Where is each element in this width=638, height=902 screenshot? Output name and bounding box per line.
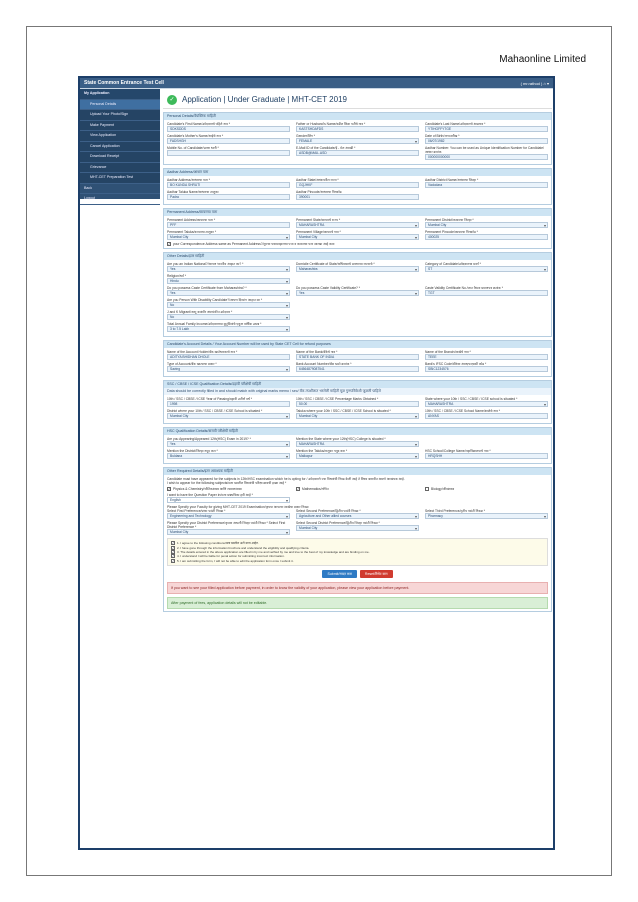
- brand-label: Mahaonline Limited: [499, 54, 586, 65]
- sidebar-item-download-receipt[interactable]: Download Receipt: [80, 152, 160, 163]
- checkbox-icon[interactable]: ✓: [172, 545, 175, 550]
- form-field: [167, 190, 290, 200]
- text-field[interactable]: Padra: [167, 194, 290, 200]
- field-label: Candidate's Mother's Name/आईचे नाव *: [167, 134, 224, 138]
- form-field: [296, 146, 419, 160]
- field-label: Permanent Village/कायमचे गाव *: [296, 230, 341, 234]
- field-label: Type of Account/बँक खात्याचा प्रकार *: [167, 362, 217, 367]
- field-label: Candidate's Last Name/उमेदवाराचे आडनाव *: [425, 122, 486, 126]
- required-details-section: [163, 467, 552, 612]
- form-field: [296, 178, 419, 188]
- select-field[interactable]: Agriculture and Other allied courses ▾: [296, 513, 419, 519]
- sidebar-item-personal-details[interactable]: Personal Details: [80, 100, 160, 111]
- text-field[interactable]: 64564879087541: [296, 366, 419, 372]
- select-field[interactable]: Mumbai City ▾: [167, 529, 290, 535]
- subject-wish-label: I wish to appear for the following subjects/मला खालील विषयांची परीक्षा द्यायची इच्छा आहे *: [167, 481, 287, 486]
- language-select[interactable]: English ▾: [167, 497, 290, 503]
- form-field: [296, 521, 419, 535]
- select-field[interactable]: Yes ▾: [167, 441, 290, 447]
- sidebar-item-my-application[interactable]: My Application: [80, 89, 160, 100]
- text-field[interactable]: 400025: [425, 234, 548, 240]
- form-field: [167, 449, 290, 459]
- form-field: [296, 362, 419, 372]
- field-label: State where your 10th / SSC / CBSE / ICSE school is situated *: [425, 397, 518, 402]
- field-label: Gender/लिंग *: [296, 134, 316, 138]
- checkbox-icon: [425, 487, 429, 491]
- field-label: Select First Preference/प्रथम पसंती निवडा *: [167, 509, 226, 514]
- form-field: [296, 190, 419, 200]
- select-field[interactable]: Pharmacy ▾: [425, 513, 548, 519]
- checkbox-icon[interactable]: ✓: [172, 541, 175, 546]
- field-label: Select Second District Preference/द्वितीय जिल्हा पसंती निवडा *: [296, 521, 380, 526]
- text-field[interactable]: Vadodara: [425, 182, 548, 188]
- select-field[interactable]: Hindu ▾: [167, 278, 290, 284]
- form-field: [167, 274, 290, 284]
- alert-view-before-payment: If you want to see your filled application before payment, in order to know the validity of your application, please view your application before payment.: [167, 582, 548, 594]
- select-field[interactable]: Mumbai City ▾: [296, 413, 419, 419]
- select-field[interactable]: Maharashtra ▾: [296, 266, 419, 272]
- field-label: E-Mail ID of the Candidate/ई - मेल आयडी *: [296, 146, 356, 150]
- field-label: Name of the Account Holder/बँक खातेधारकाचे नाव *: [167, 350, 238, 355]
- form-field: [167, 322, 290, 332]
- field-label: 10th / SSC / CBSE / ICSE Percentage Marks Obtained *: [296, 397, 379, 402]
- field-label: Select Third Preference/तृतीय पसंती निवडा *: [425, 509, 486, 514]
- field-label: Bank Account Number/बँक खाते क्रमांक *: [296, 362, 352, 367]
- faculty-label: Please Specify your Faculty for giving MHT-CET 2019 Examination/कृपया आपल्या शाखेचा प्रकार निवडा: [167, 505, 309, 510]
- field-label: 10th / SSC / CBSE / ICSE School Name/शाळेचे नाव *: [425, 409, 501, 414]
- form-field: [425, 362, 548, 372]
- form-field: [167, 397, 290, 407]
- declaration-item: ✓ 1. I agree to the following conditions/मला खालील अटी मान्य आहेत.: [172, 541, 259, 546]
- field-label: Mention the Taluka/तालुका नमूद करा *: [296, 449, 348, 454]
- submit-button[interactable]: Submit/सादर करा: [322, 570, 356, 578]
- hsc-section: [163, 427, 552, 464]
- select-field[interactable]: ST ▾: [425, 266, 548, 272]
- sidebar-item-grievance[interactable]: Grievance: [80, 163, 160, 174]
- form-field: [296, 230, 419, 240]
- field-label: Permanent Taluka/कायमचा तालुका *: [167, 230, 217, 234]
- form-field: [296, 409, 419, 419]
- select-field[interactable]: Mumbai City ▾: [296, 234, 419, 240]
- text-field[interactable]: ANYAS: [425, 413, 548, 419]
- select-field[interactable]: 3 to 7.5 Lakh ▾: [167, 326, 290, 332]
- form-field: [167, 178, 290, 188]
- main-content: [163, 91, 552, 848]
- form-field: [167, 298, 290, 308]
- field-label: Domicile Certificate of State/अधिवासाचे प्रमाणपत्र राज्याचे *: [296, 262, 375, 267]
- text-field[interactable]: TEEE: [425, 354, 548, 360]
- field-label: District where your 10th / SSC / CBSE / ICSE School is situated *: [167, 409, 263, 414]
- form-field: [167, 310, 290, 320]
- text-field[interactable]: TGT: [425, 290, 548, 296]
- text-field[interactable]: FADSHGH: [167, 138, 290, 144]
- select-field[interactable]: MAHARASHTRA ▾: [296, 441, 419, 447]
- select-field[interactable]: Malkapur ▾: [296, 453, 419, 459]
- form-field: [425, 509, 548, 519]
- section-header: Candidate's Account Details / Your Account Number will be used by State CET Cell for refund purposes: [164, 341, 551, 348]
- form-field: [425, 449, 548, 459]
- sidebar-item-logout[interactable]: Logout: [80, 194, 160, 205]
- checkbox-icon: ✓: [297, 487, 300, 492]
- select-field[interactable]: MAHARASHTRA ▾: [425, 401, 548, 407]
- select-field[interactable]: Yes ▾: [167, 290, 290, 296]
- alert-not-editable: After payment of fees, application details will not be editable.: [167, 597, 548, 609]
- same-address-checkbox[interactable]: ✓ your Correspondence Address same as Permanent Address?/तुमचा पत्रव्यवहाराचा पत्ता व कायमचा पत्ता सारखा आहे काय: [168, 242, 335, 247]
- select-field[interactable]: Mumbai City ▾: [167, 234, 290, 240]
- form-field: [167, 286, 290, 296]
- section-header: Aadhar Address/आधार पत्ता: [164, 169, 551, 176]
- reset-button[interactable]: Reset/रिसेट करा: [360, 570, 393, 578]
- page-title: Application | Under Graduate | MHT-CET 2019: [182, 95, 347, 104]
- select-field[interactable]: No ▾: [167, 302, 290, 308]
- field-label: Father or Husband's Name/वडील किंवा पतीचे नाव *: [296, 122, 366, 126]
- field-label: Aadhar Pincode/आधारचा पिनकोड: [296, 190, 342, 194]
- field-label: Date of Birth/जन्मतारीख *: [425, 134, 460, 138]
- checkbox-icon[interactable]: ✓: [172, 558, 175, 563]
- form-field: [425, 230, 548, 240]
- ssc-section: [163, 380, 552, 424]
- form-field: [296, 134, 419, 144]
- form-field: [425, 397, 548, 407]
- field-label: Permanent Pincode/कायमचा पिनकोड *: [425, 230, 478, 234]
- sidebar: [80, 89, 160, 199]
- sidebar-item-back[interactable]: Back: [80, 184, 160, 195]
- select-field[interactable]: Mumbai City ▾: [167, 413, 290, 419]
- text-field[interactable]: 000000000000: [425, 154, 548, 160]
- select-field[interactable]: Mumbai City ▾: [425, 222, 548, 228]
- form-field: [167, 230, 290, 240]
- section-header: Other Details/इतर माहिती: [164, 253, 551, 260]
- text-field[interactable]: SDKSDDS: [167, 126, 290, 132]
- field-label: Select Second Preference/द्वितीय पसंती निवडा *: [296, 509, 361, 514]
- form-field: [425, 146, 548, 160]
- sidebar-item-cancel-application[interactable]: Cancel Application: [80, 142, 160, 153]
- section-header: Other Required Details/इतर आवश्यक माहिती: [164, 468, 551, 475]
- field-label: I want to have the Question Paper in/मला प्रश्नपत्रिका हवी आहे *: [167, 493, 253, 498]
- text-field[interactable]: ADITYA BHIDHAN DHOLE: [167, 354, 290, 360]
- declaration-item: ✓ 5. I am submitting the form, I will not be able to edit the application form once I submit it.: [172, 558, 294, 563]
- form-field: [296, 122, 419, 132]
- form-field: [425, 286, 548, 296]
- text-field[interactable]: SBIC1234576: [425, 366, 548, 372]
- declaration-box: [167, 538, 548, 566]
- portal-title: State Common Entrance Test Cell: [84, 80, 164, 86]
- field-label: Category of Candidate/उमेदवाराचा प्रवर्ग *: [425, 262, 481, 267]
- text-field[interactable]: STATE BANK OF INDIA: [296, 354, 419, 360]
- text-field[interactable]: 06/07/1982: [425, 138, 548, 144]
- field-label: Caste Validity Certificate No./जात वैधता प्रमाणपत्र क्रमांक *: [425, 286, 504, 291]
- form-field: [296, 437, 419, 447]
- field-label: Religion/धर्म *: [167, 274, 187, 279]
- form-field: [167, 134, 290, 144]
- field-label: 10th / SSC / CBSE / ICSE Year of Passing/दहावी उत्तीर्ण वर्ष *: [167, 397, 252, 402]
- section-header: SSC / CBSE / ICSE Qualification Details/दहावी परीक्षेची माहिती: [164, 381, 551, 388]
- checkbox-icon[interactable]: ✓: [172, 550, 175, 555]
- text-field[interactable]: GQJHKF: [296, 182, 419, 188]
- field-label: Aadhar Taluka Name/आधारचा तालुका: [167, 190, 219, 194]
- form-field: [425, 409, 548, 419]
- field-label: Do you possess Caste Validity Certificate? *: [296, 286, 361, 291]
- field-label: Mention the District/जिल्हा नमूद करा *: [167, 449, 218, 454]
- form-field: [296, 509, 419, 519]
- form-field: [425, 178, 548, 188]
- text-field[interactable]: 50.00: [296, 401, 419, 407]
- text-field[interactable]: PFF: [167, 222, 290, 228]
- field-label: Name of the Bank/बँकेचे नाव *: [296, 350, 338, 355]
- application-header: [163, 91, 552, 109]
- permanent-address-section: [163, 208, 552, 249]
- field-label: Mention the State where your 12th(HSC) College is situated *: [296, 437, 386, 442]
- field-label: Permanent Address/कायमचा पत्ता *: [167, 218, 216, 222]
- section-header: Permanent Address/कायमचा पत्ता: [164, 209, 551, 216]
- select-field[interactable]: Yes ▾: [167, 266, 290, 272]
- check-circle-icon: ✓: [167, 95, 177, 105]
- form-field: [425, 350, 548, 360]
- field-label: Aadhar State/आधारातील राज्य *: [296, 178, 339, 182]
- text-field[interactable]: KASTSHDAFDS: [296, 126, 419, 132]
- subject-checkbox[interactable]: Biology/जीवशास्त्र: [425, 487, 548, 491]
- select-field[interactable]: No ▾: [167, 314, 290, 320]
- select-field[interactable]: Saving ▾: [167, 366, 290, 372]
- field-label: Permanent State/कायमचे राज्य *: [296, 218, 341, 222]
- sidebar-item-mht-cet-preparation-test[interactable]: MHT-CET Preparation Test: [80, 173, 160, 184]
- subject-note: Candidate must have appeared for the subjects in 12th/HSC examination which he is opting for / उमेदवाराने ज्या विषयांची निवड केली आहे ते विषय बारावीत असणे आवश्यक आहे.: [167, 477, 405, 482]
- user-menu[interactable]: ( mr.rathod ) ⌂ ▾: [520, 80, 549, 86]
- text-field[interactable]: YTIHGFFYTGE: [425, 126, 548, 132]
- form-field: [167, 362, 290, 372]
- form-field: [167, 509, 290, 519]
- section-header: Personal Details/वैयक्तिक माहिती: [164, 113, 551, 120]
- field-label: Total Annual Family Income/उमेदवाराच्या कुटुंबियांचे एकूण वार्षिक उत्पन्न *: [167, 322, 262, 327]
- form-field: [167, 521, 290, 535]
- form-field: [167, 437, 290, 447]
- form-field: [296, 286, 419, 296]
- field-label: Taluka where your 10th / SSC / CBSE / ICSE School is situated *: [296, 409, 391, 414]
- select-field[interactable]: Buldana ▾: [167, 453, 290, 459]
- sidebar-item-make-payment[interactable]: Make Payment: [80, 121, 160, 132]
- checkbox-icon: ✓: [168, 487, 171, 492]
- select-field[interactable]: FEMALE ▾: [296, 138, 419, 144]
- field-label: Bank's IFSC Code/बँकेचा आयएफएससी कोड *: [425, 362, 487, 367]
- text-field[interactable]: 1998: [167, 401, 290, 407]
- field-label: Candidate's First Name/उमेदवाराचे पहिले नाव *: [167, 122, 231, 126]
- bank-details-section: [163, 340, 552, 377]
- form-field: [167, 350, 290, 360]
- form-field: [167, 218, 290, 228]
- form-field: [425, 262, 548, 272]
- select-field[interactable]: Engineering and Technology ▾: [167, 513, 290, 519]
- declaration-item: ✓ 4. I understand I will be liable for penal action for submitting incorrect information.: [172, 554, 285, 559]
- form-field: [167, 262, 290, 272]
- form-field: [296, 218, 419, 228]
- select-field[interactable]: Mumbai City ▾: [296, 525, 419, 531]
- field-label: Name of the Branch/शाखेचे नाव *: [425, 350, 471, 355]
- form-field: [425, 122, 548, 132]
- top-bar: [80, 78, 553, 89]
- sidebar-item-upload-your-photo-sign[interactable]: Upload Your Photo/Sign: [80, 110, 160, 121]
- field-label: Mobile No. of Candidate/भ्रमण ध्वनी *: [167, 146, 219, 150]
- sidebar-item-view-application[interactable]: View Application: [80, 131, 160, 142]
- text-field[interactable]: ASDB@MAIL.ASD: [296, 150, 419, 156]
- field-label: Do you possess Caste Certificate from Maharashtra? *: [167, 286, 247, 291]
- field-label: Please Specify your District Preference/कृपया आपली जिल्हा पसंती निवडा * Select First District Preference *: [167, 521, 286, 530]
- subject-checkbox[interactable]: ✓ Physics & Chemistry/भौतिकशास्त्र आणि रसायनशास्त्र: [168, 487, 242, 492]
- form-field: [296, 397, 419, 407]
- select-field[interactable]: MAHARASHTRA ▾: [296, 222, 419, 228]
- form-field: [167, 122, 290, 132]
- form-field: [296, 262, 419, 272]
- other-details-section: [163, 252, 552, 337]
- checkbox-icon: ✓: [168, 242, 171, 247]
- form-field: [425, 134, 548, 144]
- form-field: [296, 449, 419, 459]
- field-label: Aadhar Number: You can be used as Unique Identification Number for Candidate/आधार क्रमांक: [425, 146, 544, 154]
- aadhar-address-section: [163, 168, 552, 205]
- declaration-item: ✓ 2. I have gone through the information brochure and understand the eligibility and qualifying criteria.: [172, 545, 310, 550]
- field-label: Are you Appearing/Appeared 12th(HSC) Exam in 2019? *: [167, 437, 251, 442]
- text-field[interactable]: [167, 150, 290, 156]
- app-window: [78, 76, 555, 850]
- field-label: Are you an Indian National?/आपण भारतीय आहात का? *: [167, 262, 244, 267]
- text-field[interactable]: 390001: [296, 194, 419, 200]
- checkbox-icon[interactable]: ✓: [172, 554, 175, 559]
- field-label: HSC School/College Name/महाविद्यालयाचे नाव *: [425, 449, 491, 454]
- form-field: [167, 146, 290, 160]
- form-field: [167, 409, 290, 419]
- field-label: J and K Migrant/जम्मू काश्मीर स्थलांतरित उमेदवार *: [167, 310, 233, 315]
- field-label: Aadhar Address/आधारचा पत्ता *: [167, 178, 211, 182]
- declaration-item: ✓ 3. The details entered in the above application are filled in by me and verified by me and true to the best of my knowledge and are binding on me.: [172, 549, 370, 555]
- subject-checkbox[interactable]: ✓ Mathematics/गणित: [297, 487, 329, 492]
- text-field[interactable]: BO KUNDA SHRUTI: [167, 182, 290, 188]
- section-header: HSC Qualification Details/बारावी परीक्षेची माहिती: [164, 428, 551, 435]
- field-label: Permanent District/कायमचा जिल्हा *: [425, 218, 474, 222]
- select-field[interactable]: Yes ▾: [296, 290, 419, 296]
- ssc-warning: Data should be correctly filled in and should match with original marks memo / sec/ बँक तपशीलात भरलेली माहिती मूळ गुणपत्रिकेशी जुळली पाहिजे: [164, 388, 551, 395]
- personal-details-section: [163, 112, 552, 165]
- form-field: [296, 350, 419, 360]
- text-field[interactable]: HRQSHH: [425, 453, 548, 459]
- field-label: Aadhar District Name/आधारचा जिल्हा *: [425, 178, 479, 182]
- form-field: [425, 218, 548, 228]
- field-label: Are you Person With Disability Candidate?/आपण दिव्यांग आहात का *: [167, 298, 263, 303]
